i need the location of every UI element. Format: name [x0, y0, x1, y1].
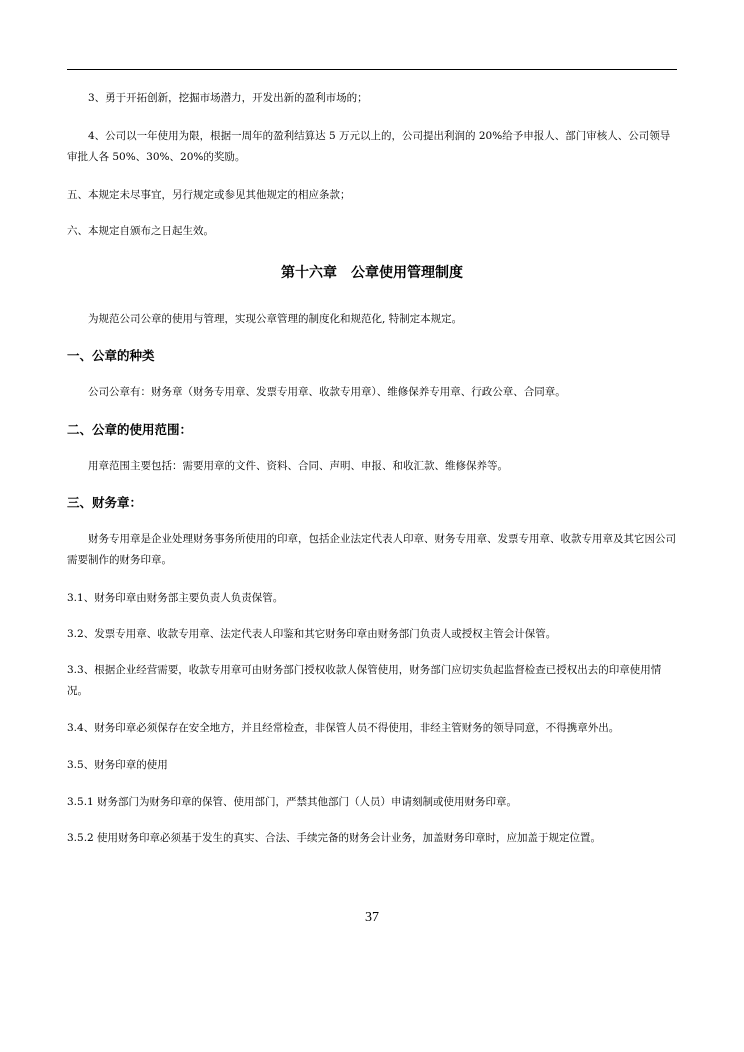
- clause-3-3: 3.3、根据企业经营需要，收款专用章可由财务部门授权收款人保管使用，财务部门应切实负起监督检查已授权出去的印章使用情况。: [67, 664, 662, 697]
- clause-3-1: 3.1、财务印章由财务部主要负责人负责保管。: [67, 592, 284, 604]
- section-body-finance-seal: 财务专用章是企业处理财务事务所使用的印章，包括企业法定代表人印章、财务专用章、发票专用章、收款专用章及其它因公司需要制作的财务印章。: [67, 533, 676, 566]
- section-body-seal-types: 公司公章有：财务章（财务专用章、发票专用章、收款专用章）、维修保养专用章、行政公章、合同章。: [88, 386, 566, 398]
- paragraph-reward: 4、公司以一年使用为限，根据一周年的盈利结算达 5 万元以上的，公司提出利润的 20%给予申报人、部门审核人、公司领导审批人各 50%、30%、20%的奖励。: [67, 130, 671, 163]
- clause-3-5-1: 3.5.1 财务部门为财务印章的保管、使用部门，严禁其他部门（人员）申请刻制或使用财务印章。: [67, 796, 518, 808]
- paragraph-innovation: 3、勇于开拓创新，挖掘市场潜力，开发出新的盈利市场的；: [88, 92, 368, 104]
- chapter-intro: 为规范公司公章的使用与管理，实现公章管理的制度化和规范化, 特制定本规定。: [88, 313, 463, 325]
- section-heading-seal-types: 一、公章的种类: [67, 348, 155, 363]
- section-heading-usage-scope: 二、公章的使用范围：: [67, 422, 193, 437]
- clause-3-2: 3.2、发票专用章、收款专用章、法定代表人印鉴和其它财务印章由财务部门负责人或授权主管会计保管。: [67, 628, 557, 640]
- clause-3-5-2: 3.5.2 使用财务印章必须基于发生的真实、合法、手续完备的财务会计业务，加盖财务印章时，应加盖于规定位置。: [67, 832, 602, 844]
- clause-3-4: 3.4、财务印章必须保存在安全地方，并且经常检查，非保管人员不得使用，非经主管财务的领导同意，不得携章外出。: [67, 722, 620, 734]
- section-heading-finance-seal: 三、财务章：: [67, 495, 143, 510]
- clause-3-5: 3.5、财务印章的使用: [67, 759, 168, 771]
- chapter-title: 第十六章 公章使用管理制度: [281, 265, 463, 281]
- paragraph-unfinished-matters: 五、本规定未尽事宜，另行规定或参见其他规定的相应条款；: [67, 189, 351, 201]
- paragraph-effective-date: 六、本规定自颁布之日起生效。: [67, 225, 214, 237]
- section-body-usage-scope: 用章范围主要包括：需要用章的文件、资料、合同、声明、申报、和收汇款、维修保养等。: [88, 460, 508, 472]
- header-rule: [67, 69, 677, 70]
- page-number: 37: [365, 910, 379, 925]
